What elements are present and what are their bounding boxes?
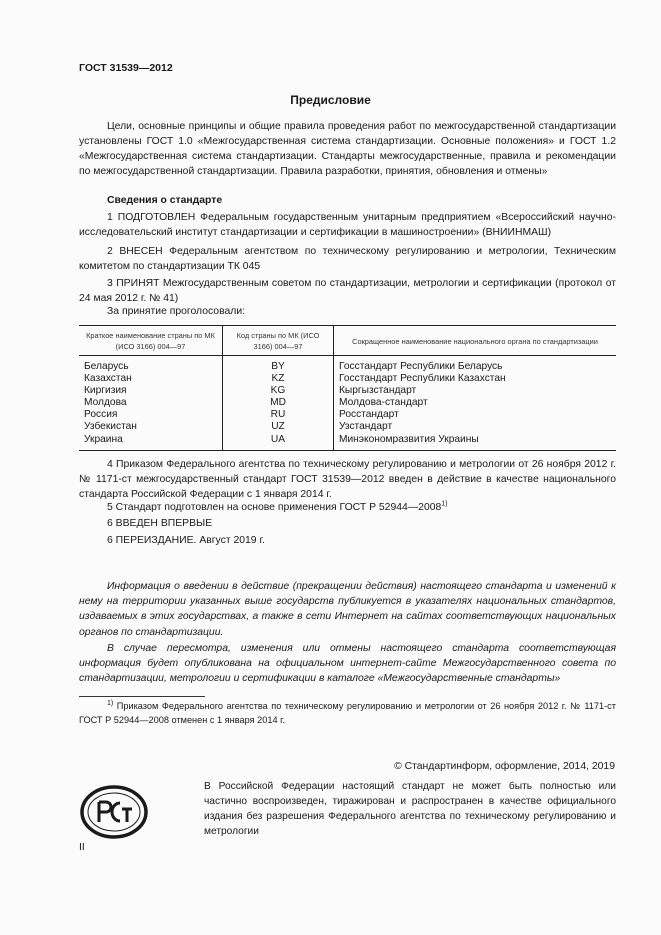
column-header-body: Сокращенное наименование национального органа по стандартизации bbox=[334, 326, 617, 356]
voted-label: За принятие проголосовали: bbox=[107, 306, 246, 317]
country-cell: Украина bbox=[79, 434, 223, 451]
item-5-text: 5 Стандарт подготовлен на основе применения ГОСТ Р 52944—2008 bbox=[107, 502, 442, 513]
body-cell: Узстандарт bbox=[334, 421, 617, 433]
page-number: II bbox=[79, 842, 85, 853]
item-7: 6 ПЕРЕИЗДАНИЕ. Август 2019 г. bbox=[107, 535, 265, 546]
country-cell: Россия bbox=[84, 409, 118, 421]
code-cell: BY bbox=[223, 356, 334, 374]
body-cell: Госстандарт Республики Казахстан bbox=[334, 373, 617, 385]
item-4: 4 Приказом Федерального агентства по техническому регулированию и метрологии от 26 ноября 2012 г. № 1171-ст межгосударственный стандарт ГОСТ 31539—2012 введен в действие в качестве национального стандарта Российской Федерации с 1 января 2014 г. bbox=[79, 459, 616, 500]
table-row bbox=[79, 373, 616, 385]
column-header-code: Код страны по МК (ИСО 3166) 004—97 bbox=[223, 326, 334, 356]
section-title: Предисловие bbox=[290, 93, 371, 107]
country-cell: Молдова bbox=[84, 397, 127, 409]
code-cell: UZ bbox=[223, 421, 334, 433]
table-row bbox=[79, 397, 616, 409]
info-paragraph-2: В случае пересмотра, изменения или отмены настоящего стандарта соответствующая информация будет опубликована на официальном интернет-сайте Межгосударственного совета по стандартизации, метрологии и сертификации в каталоге «Межгосударственные стандарты» bbox=[79, 643, 616, 685]
table-row bbox=[79, 434, 616, 451]
item-3: 3 ПРИНЯТ Межгосударственным советом по стандартизации, метрологии и сертификации (протокол от 24 мая 2012 г. № 41) bbox=[79, 278, 616, 304]
intro-paragraph: Цели, основные принципы и общие правила проведения работ по межгосударственной стандартизации установлены ГОСТ 1.0 «Межгосударственная система стандартизации. Основные положения» и ГОСТ 1.2 «Межгосударственная система стандартизации. Стандарты межгосударственные, правила и рекомендации по межгосударственной стандартизации. Правила разработки, принятия, обновления и отмены» bbox=[79, 121, 616, 177]
item-5 bbox=[79, 501, 616, 516]
table-row bbox=[79, 385, 616, 397]
item-2: 2 ВНЕСЕН Федеральным агентством по техническому регулированию и метрологии, Техническим комитетом по стандартизации ТК 045 bbox=[79, 246, 616, 272]
body-cell: Росстандарт bbox=[334, 409, 617, 421]
footnote bbox=[79, 699, 616, 727]
item-6: 6 ВВЕДЕН ВПЕРВЫЕ bbox=[107, 518, 213, 529]
subheading: Сведения о стандарте bbox=[107, 195, 223, 206]
document-code: ГОСТ 31539—2012 bbox=[79, 62, 173, 74]
body-cell: Минэкономразвития Украины bbox=[334, 434, 617, 451]
table-header-row bbox=[79, 326, 616, 356]
country-cell: Узбекистан bbox=[84, 421, 137, 433]
footnote-divider bbox=[79, 696, 205, 697]
rst-logo-icon bbox=[79, 784, 149, 840]
column-header-country: Краткое наименование страны по МК (ИСО 3166) 004—97 bbox=[79, 326, 223, 356]
table-row bbox=[79, 409, 616, 421]
body-cell: Кыргызстандарт bbox=[334, 385, 617, 397]
body-cell: Молдова-стандарт bbox=[334, 397, 617, 409]
country-cell: Киргизия bbox=[84, 385, 127, 397]
country-cell: Беларусь bbox=[84, 361, 129, 372]
code-cell: KG bbox=[223, 385, 334, 397]
copyright-line: © Стандартинформ, оформление, 2014, 2019 bbox=[394, 761, 615, 772]
item-1: 1 ПОДГОТОВЛЕН Федеральным государственным унитарным предприятием «Всероссийский научно-исследовательский институт стандартизации и сертификации в машиностроении» (ВНИИНМАШ) bbox=[79, 212, 616, 238]
body-cell: Госстандарт Республики Беларусь bbox=[334, 356, 617, 374]
table-row bbox=[79, 356, 616, 374]
code-cell: MD bbox=[223, 397, 334, 409]
copyright-notice: В Российской Федерации настоящий стандарт не может быть полностью или частично воспроизведен, тиражирован и распространен в качестве официального издания без разрешения Федерального агентства по техническому регулированию и метрологии bbox=[204, 781, 616, 837]
table-row bbox=[79, 421, 616, 433]
footnote-reference: 1) bbox=[441, 500, 448, 508]
country-cell: Казахстан bbox=[84, 373, 132, 385]
footnote-mark: 1) bbox=[107, 699, 114, 707]
info-paragraph-1: Информация о введении в действие (прекращении действия) настоящего стандарта и изменений к нему на территории указанных выше государств публикуется в указателях национальных стандартов, издаваемых в этих государствах, а также в сети Интернет на сайтах соответствующих национальных органов по стандартизации. bbox=[79, 581, 616, 638]
voting-states-table bbox=[79, 325, 616, 451]
footnote-text: Приказом Федерального агентства по техническому регулированию и метрологии от 26 ноября 2012 г. № 1171-ст ГОСТ Р 52944—2008 отменен с 1 января 2014 г. bbox=[79, 701, 616, 725]
code-cell: UA bbox=[223, 434, 334, 451]
code-cell: KZ bbox=[223, 373, 334, 385]
code-cell: RU bbox=[223, 409, 334, 421]
